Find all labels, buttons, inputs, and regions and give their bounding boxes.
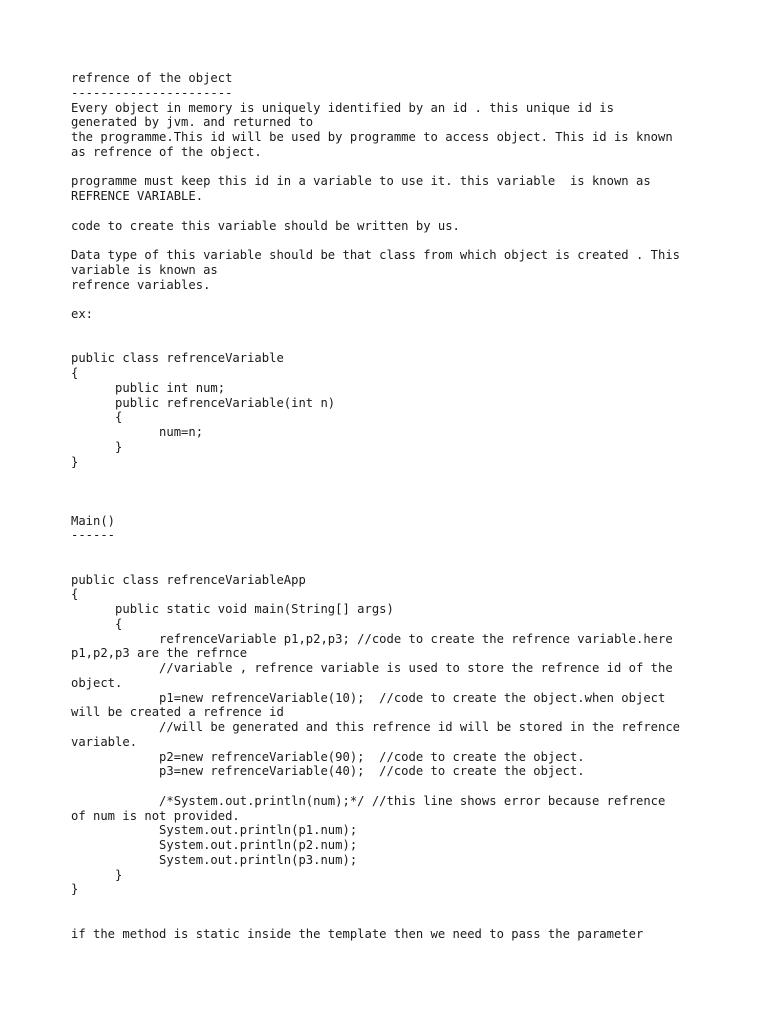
text-line — [71, 543, 711, 558]
text-line: public class refrenceVariable — [71, 351, 284, 366]
text-line — [71, 292, 711, 307]
text-line: refrence of the object — [71, 71, 233, 85]
text-line — [71, 912, 711, 927]
text-line: } — [71, 454, 79, 469]
text-line: p2=new refrenceVariable(90); //code to create the object. — [71, 749, 585, 764]
text-line: p1,p2,p3 are the refrnce — [71, 646, 248, 661]
text-line: //variable , refrence variable is used to store the refrence id of the — [71, 661, 673, 675]
text-line: programme must keep this id in a variable to use it. this variable is known as — [71, 174, 651, 189]
text-line — [71, 204, 711, 219]
document-page — [71, 71, 711, 941]
text-line: public static void main(String[] args) — [71, 602, 394, 616]
text-line: } — [71, 439, 123, 454]
text-line: System.out.println(p1.num); — [71, 823, 358, 838]
text-line: ------ — [71, 528, 116, 543]
text-line: code to create this variable should be written by us. — [71, 218, 460, 233]
text-line: if the method is static inside the template then we need to pass the parameter — [71, 926, 644, 941]
text-line: num=n; — [71, 425, 204, 439]
text-line: refrenceVariable p1,p2,p3; //code to create the refrence variable.here — [71, 631, 673, 646]
text-line — [71, 322, 711, 337]
text-line: //will be generated and this refrence id will be stored in the refrence — [71, 720, 681, 734]
text-line: REFRENCE VARIABLE. — [71, 189, 204, 203]
text-line: System.out.println(p2.num); — [71, 838, 358, 852]
text-line: of num is not provided. — [71, 808, 240, 823]
text-line: p1=new refrenceVariable(10); //code to create the object.when object — [71, 690, 666, 705]
text-line: public int num; — [71, 380, 226, 395]
text-line: p3=new refrenceVariable(40); //code to create the object. — [71, 764, 585, 779]
text-line — [71, 499, 711, 514]
text-line: Every object in memory is uniquely identified by an id . this unique id is — [71, 100, 614, 115]
text-line — [71, 337, 711, 352]
text-line: public class refrenceVariableApp — [71, 572, 306, 587]
text-line: refrence variables. — [71, 277, 211, 292]
text-line: } — [71, 882, 79, 897]
text-line: { — [71, 587, 79, 602]
text-line: { — [71, 410, 123, 425]
text-line: as refrence of the object. — [71, 144, 262, 159]
text-line: Main() — [71, 513, 116, 528]
text-line — [71, 233, 711, 248]
text-line: object. — [71, 675, 123, 690]
text-line: variable is known as — [71, 262, 218, 277]
text-line: generated by jvm. and returned to — [71, 115, 314, 130]
text-line: variable. — [71, 734, 138, 749]
text-line: ---------------------- — [71, 85, 233, 100]
text-line: Data type of this variable should be that class from which object is created . This — [71, 248, 681, 262]
text-line: /*System.out.println(num);*/ //this line shows error because refrence — [71, 793, 666, 808]
text-line — [71, 484, 711, 499]
text-line: { — [71, 366, 79, 380]
text-line — [71, 779, 711, 794]
text-line: the programme.This id will be used by programme to access object. This id is known — [71, 130, 673, 144]
text-line: System.out.println(p3.num); — [71, 852, 358, 867]
text-line — [71, 558, 711, 573]
text-line: } — [71, 867, 123, 882]
text-line: ex: — [71, 307, 94, 321]
text-line — [71, 897, 711, 912]
text-line — [71, 469, 711, 484]
text-line: public refrenceVariable(int n) — [71, 395, 336, 410]
text-line: will be created a refrence id — [71, 705, 284, 720]
text-line: { — [71, 616, 123, 631]
text-line — [71, 160, 711, 175]
